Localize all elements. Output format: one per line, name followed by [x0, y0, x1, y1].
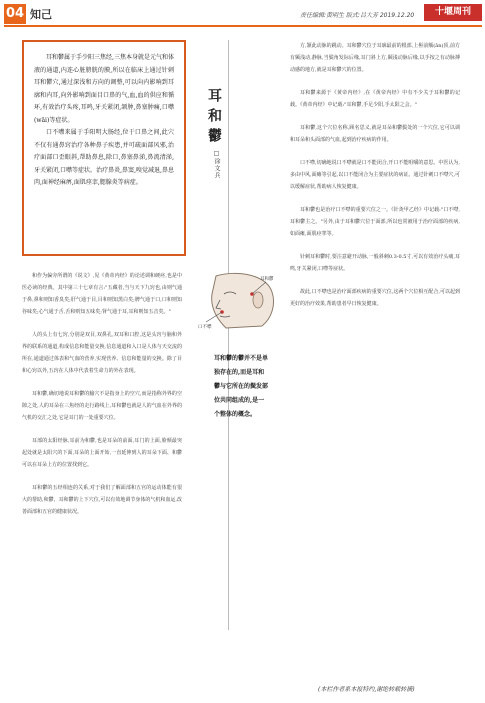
- article-title: 耳和鬱: [206, 88, 222, 148]
- body-paragraph: 口不噤,切确地说口不噤就是口不能闭合,开口不能咀嚼的意思。中医认为,多由中风,面瘫等引起,以口不能闭合为主要症状的病证。通过针刺口不噤穴,可以缓解症状,帮助病人恢复健康。: [290, 160, 460, 190]
- body-paragraph: 耳和鬱,这个穴位名称,顾名思义,就是耳朵和鬱鬓处的一个穴位,它可以调和耳朵和头面部的气血,起到治疗疾病的作用。: [290, 125, 460, 143]
- body-paragraph: 针刺耳和鬱时,要注意避开动脉,一般斜刺0.3-0.5寸,可以有效治疗头痛,耳鸣,牙关紧闭,口噤等症状。: [290, 254, 460, 272]
- body-paragraph: 耳和鬱,确切地说耳和鬱的腧穴不是指身上的空穴,而是指称外界的空隙之处,人的耳朵在三焦经的走行路线上,耳和鬱也就是人的气血在外界的气机的交汇之处,它是耳门的一处重要穴位。: [22, 391, 182, 421]
- face-acupoint-figure: [196, 270, 284, 332]
- sidebar-box: [22, 40, 186, 256]
- body-paragraph: 故此,口不噤也是治疗面部疾病的重要穴位,这两个穴位相互配合,可以起到更好的治疗效果,帮助患者早日恢复健康。: [290, 289, 460, 307]
- ear-shape: [253, 292, 263, 308]
- column-divider: [228, 40, 229, 630]
- page-header: [0, 0, 485, 30]
- right-column: [290, 40, 460, 321]
- body-paragraph: 人的头上有七窍,分别是双目,双鼻孔,双耳和口腔,这是头窍与脑和外界的联系的通道,构成信息和能量交换,信息通道和入口是人体与天交流的所在,通道通过体表和气血的营养,实现营养、信息和能量的交换。除了目和心窍以外,五窍在人体中代表着生命力的外在表现。: [22, 332, 182, 374]
- body-paragraph: 和作为偏旁所谓的《说文》,见《黄帝内经》的论述调和硬痉,也是中医必读的经典。其中第三十七章有言:"五藏者,当与天下九窍也,由则气通于鼻,鼻和则知香臭矣;肝气通于目,目和则知黑白矣;脾气通于口,口和则知谷味矣;心气通于舌,舌和则知五味矣;肾气通于耳,耳和则知五音矣。": [22, 273, 182, 315]
- figure-label: 口不噤: [198, 325, 212, 330]
- body-paragraph: 耳和鬱的五经相连的关系,对于我们了解面部和五官的运动体能有很大的帮助,和鬱、耳和鬱的上下穴位,可以有效地调节身体的气机和血运,改善面部和五官的健康状况。: [22, 485, 182, 515]
- left-column: [22, 270, 182, 529]
- header-rule: [4, 25, 482, 27]
- figure-label: 耳和鬱: [260, 277, 274, 282]
- body-paragraph: 方,颔此动脉的跳动。耳和鬱穴位于耳廓最前的根部,上髻前额(ān)顶,前方有颞浅动,静脉,当鬓角发际后缘,耳门斜上方,颞浅动脉后缘,以手按之有动脉搏动感的地方,就是耳和鬱穴的位置。: [290, 43, 460, 73]
- body-paragraph: 耳部的太阳经脉,耳前为和鬱,也是耳朵的前面,耳门的上面,脸颊最突起处就是太阳穴的下面,耳朵的上面开始,一直延伸到人的耳朵下面、和鬱可以在耳朵上方的位置找到它。: [22, 438, 182, 468]
- footer-note: (本栏作者系本报特约,谢绝转载转摘): [318, 686, 415, 693]
- figure-caption: 耳和鬱的鬱并不是单独存在的,而是耳和鬱与它所在的鬓发部位共同组成的,是一个整体的概念。: [214, 355, 269, 418]
- article-author: □徐文兵: [213, 150, 220, 179]
- body-paragraph: 耳和鬱也是治疗口不噤的重要穴位之一。《针灸甲乙经》中记载:"口不噤,耳和鬱主之。"另外,由于耳和鬱穴位于面部,所以也常被用于治疗面部的疾病,如面瘫,面肌痉挛等。: [290, 207, 460, 237]
- newspaper-brand: 十堰周刊: [424, 4, 482, 21]
- page-number: 04: [4, 4, 26, 24]
- section-title: 知己: [30, 8, 52, 21]
- sidebar-paragraph: 口不噤来属于手阳明大肠经,位于口鼻之间,此穴不仅有通鼻窍治疗各种鼻子疾患,并可疏面部风邪,治疗面部口歪眼斜,帮助鼻息,除口,鼻塞鼻涕,鼻流清涕,牙关紧闭,口噤等症状。治疗鼻炎,鼻窦,嗅觉减退,鼻息肉,面神经麻痹,面肌痉挛,腮腺炎等病症。: [34, 129, 174, 186]
- editor-credits: 责任编辑:黄明生 版式:吕大芳 2019.12.20: [300, 12, 415, 19]
- sidebar-paragraph: 耳和鬱属于手少阳三焦经,三焦本身就是元气和体液的通道,内连心脏膀胱的膜,所以在临床上通过针刺耳和鬱穴,通过深浅和方向的调整,可以向内影响到耳廓和内耳,向外影响到面目口鼻的气,血,血的供应和循环,有效治疗头疼,耳鸣,牙关紧闭,颔肿,鼻塞肿痛,口噤(wāi)等症状。: [34, 54, 174, 124]
- body-paragraph: 耳和鬱来源于《黄帝内经》,在《黄帝内经》中有不少关于耳和鬱的记载。《黄帝内经》中记载:"耳和鬱,手足少阳,手太阳之会。": [290, 90, 460, 108]
